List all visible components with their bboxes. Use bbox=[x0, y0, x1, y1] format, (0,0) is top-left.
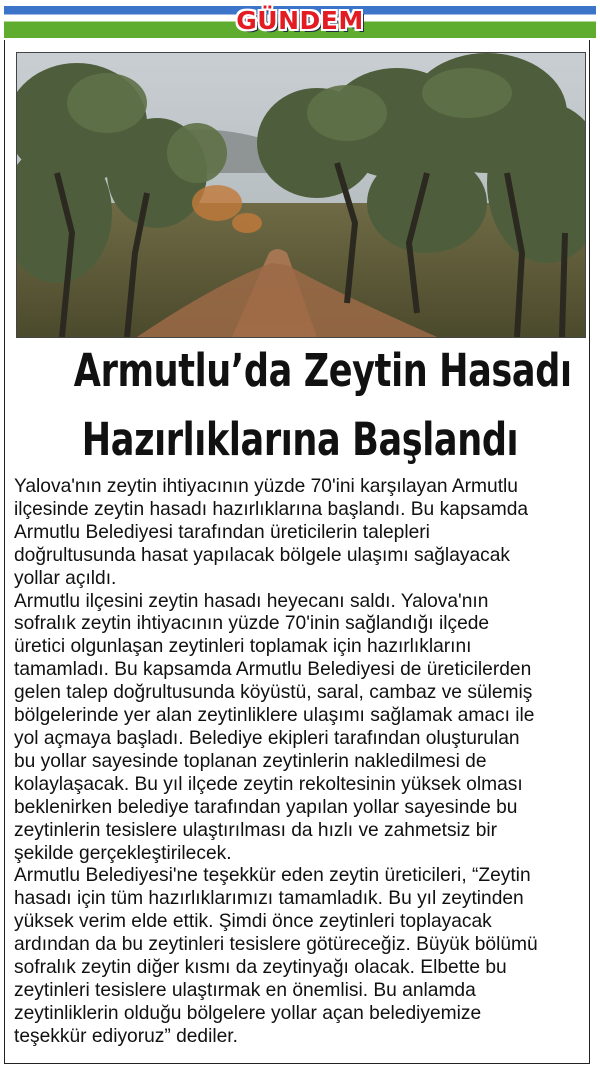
article-photo bbox=[16, 52, 586, 338]
article-paragraph: Armutlu ilçesini zeytin hasadı heyecanı saldı. Yalova'nın sofralık zeytin ihtiyacının yüzde 70'inin sağlandığı ilçede üretici olgunlaşan zeytinleri toplamak için hazırlıklarını tamamladı. Bu kapsamda Armutlu Belediyesi de üreticilerden gelen talep doğrultusunda köyüstü, saral, cambaz ve sülemiş bölgelerinde yer alan zeytinliklere ulaşımı sağlamak amacı ile yol açmaya başladı. Belediye ekipleri tarafından oluşturulan bu yollar sayesinde toplanan zeytinlerin nakledilmesi de kolaylaşacak. Bu yıl ilçede zeytin rekoltesinin yüksek olması beklenirken belediye tarafından yapılan yollar sayesinde bu zeytinlerin tesislere ulaştırılması da hızlı ve zahmetsiz bir şekilde gerçekleştirilecek. bbox=[14, 590, 535, 864]
olive-grove-illustration bbox=[17, 53, 585, 337]
article-body bbox=[14, 476, 588, 1049]
section-label: GÜNDEM bbox=[236, 6, 364, 35]
article-paragraph: Yalova'nın zeytin ihtiyacının yüzde 70'ini karşılayan Armutlu ilçesinde zeytin hasadı hazırlıklarına başlandı. Bu kapsamda Armutlu Belediyesi tarafından üreticilerin talepleri doğrultusunda hasat yapılacak bölgele ulaşımı sağlayacak yollar açıldı. bbox=[14, 476, 529, 589]
article-paragraph: Armutlu Belediyesi'ne teşekkür eden zeytin üreticileri, “Zeytin hasadı için tüm hazırlıklarımızı tamamladık. Bu yıl zeytinden yüksek verim elde ettik. Şimdi önce zeytinleri toplayacak ardından da bu zeytinleri tesislere götüreceğiz. Büyük bölümü sofralık zeytin diğer kısmı da zeytinyağı olacak. Elbette bu zeytinleri tesislere ulaştırmak en önemlisi. Bu anlamda zeytinliklerin olduğu bölgelere yollar açan belediyemize teşekkür ediyoruz” dediler. bbox=[14, 865, 538, 1047]
headline-line-1: Armutlu’da Zeytin Hasadı bbox=[73, 344, 572, 397]
headline-line-2: Hazırlıklarına Başlandı bbox=[81, 413, 519, 466]
